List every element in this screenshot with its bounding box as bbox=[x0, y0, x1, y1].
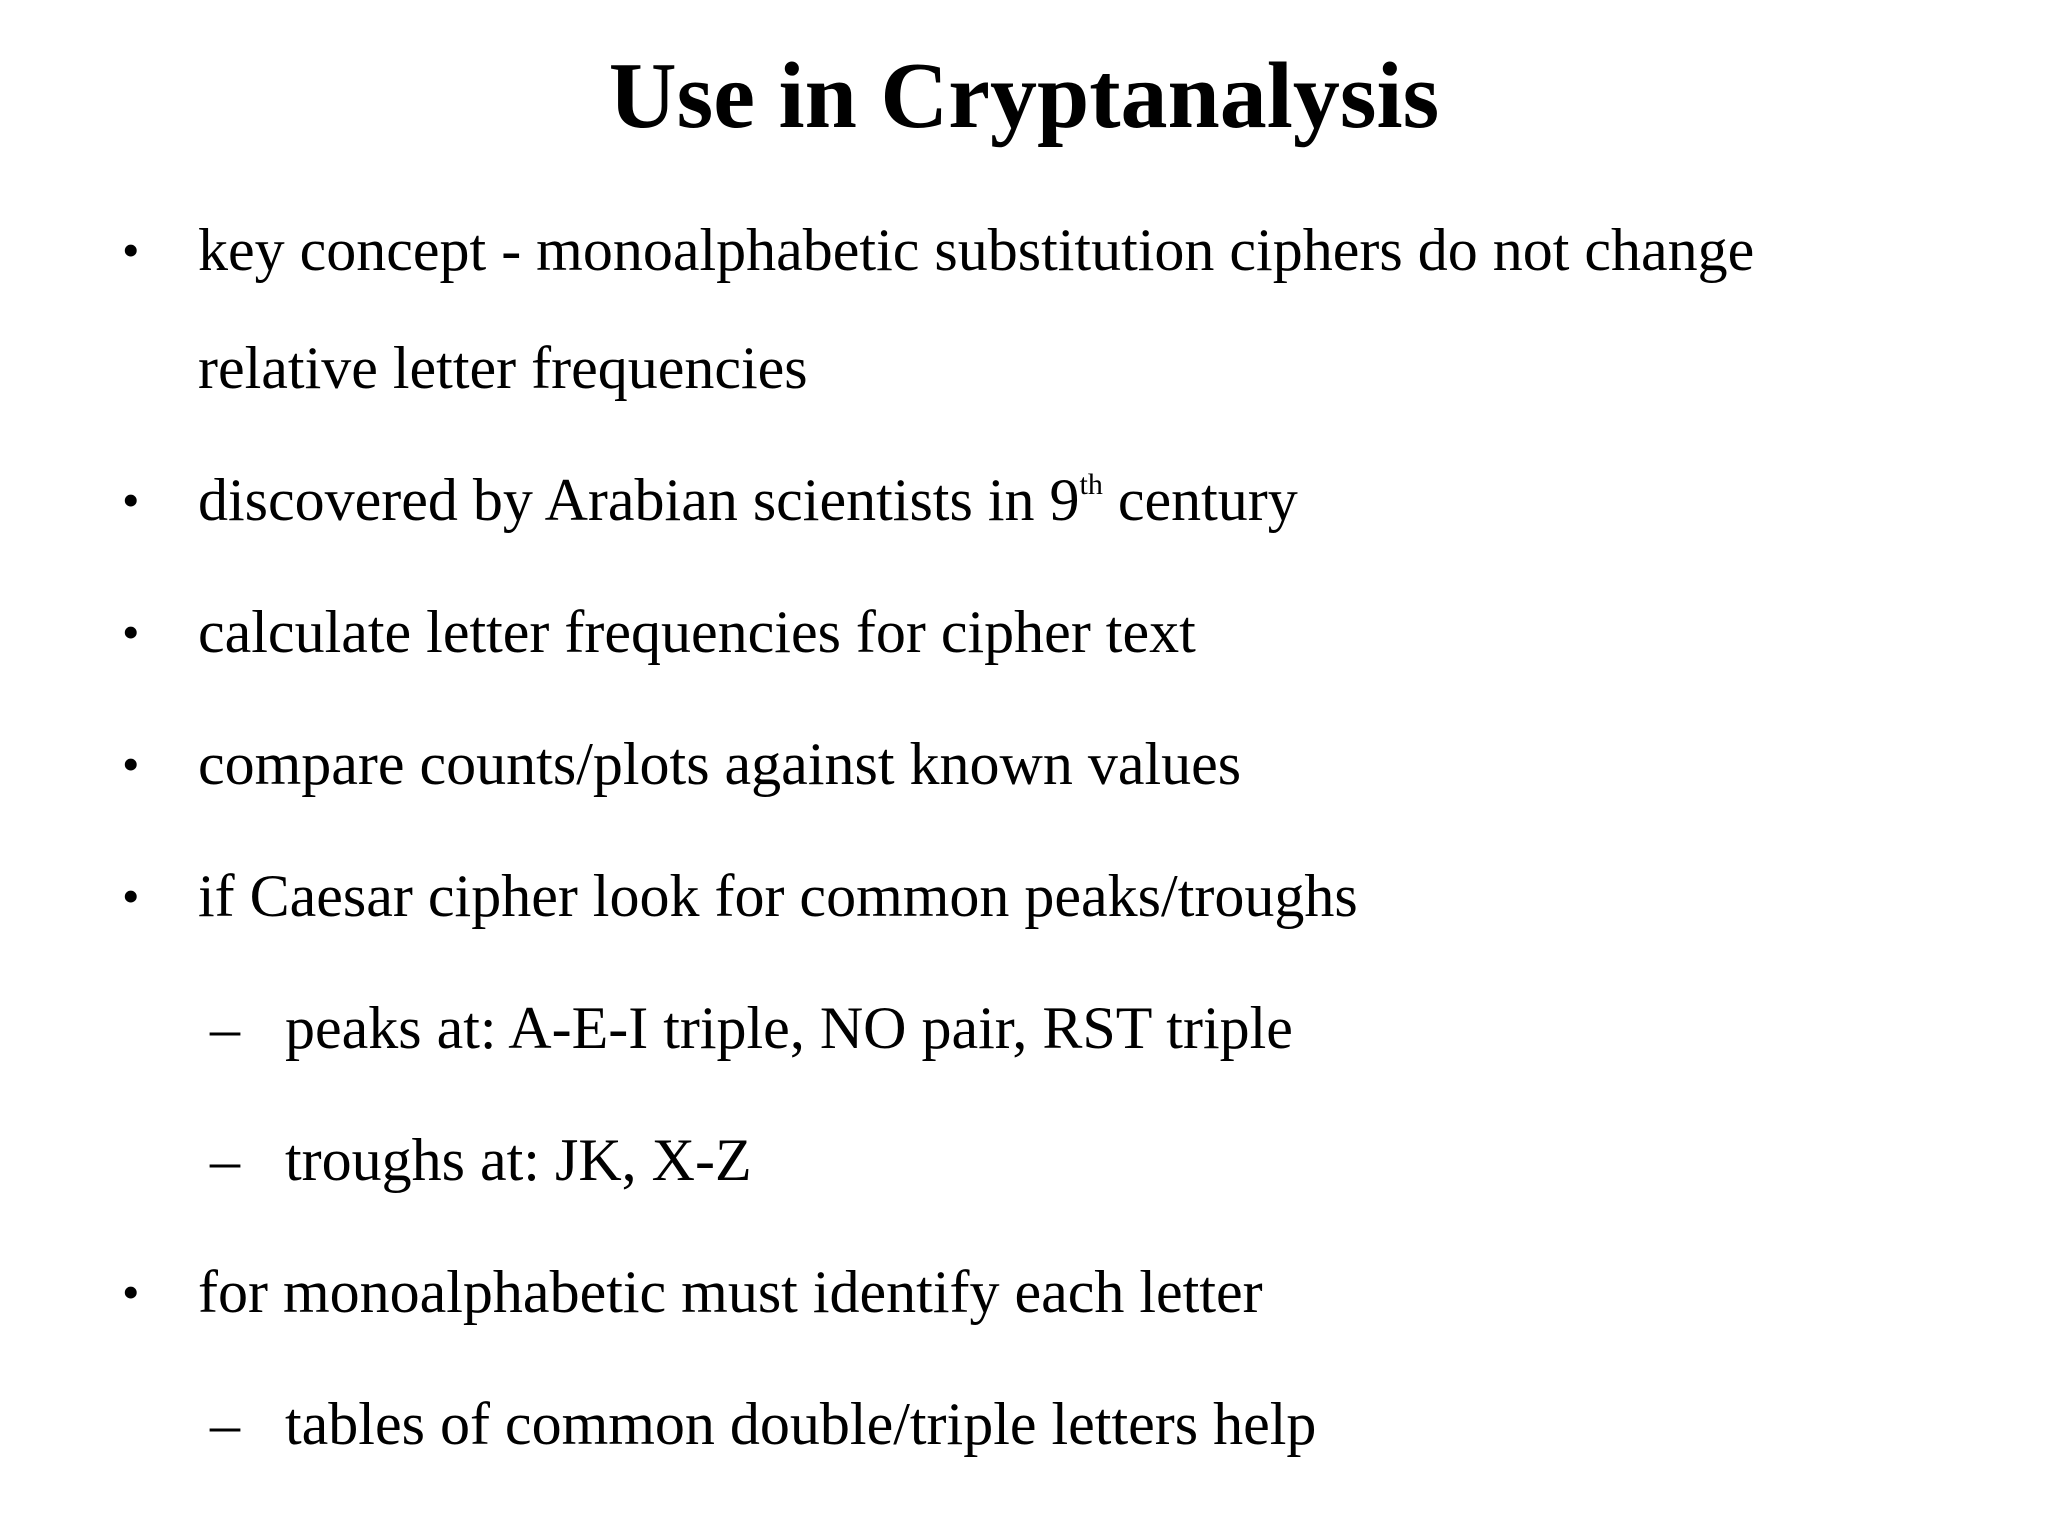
bullet-text: compare counts/plots against known values bbox=[198, 731, 1242, 797]
bullet-text bbox=[198, 460, 1298, 540]
superscript: th bbox=[1079, 468, 1103, 501]
bullet-item-3 bbox=[0, 592, 2048, 672]
sub-item-text: tables of common double/triple letters help bbox=[285, 1391, 1317, 1457]
sub-item-6-1 bbox=[0, 1384, 2048, 1464]
slide-title: Use in Cryptanalysis bbox=[608, 44, 1440, 148]
bullet-item-1 bbox=[0, 210, 2048, 290]
dash-marker: – bbox=[210, 1391, 240, 1457]
sub-item-text: troughs at: JK, X-Z bbox=[285, 1127, 752, 1193]
bullet-marker: • bbox=[122, 604, 140, 660]
bullet-item-5 bbox=[0, 856, 2048, 936]
bullet-item-1-continuation bbox=[0, 328, 2048, 408]
bullet-text: calculate letter frequencies for cipher text bbox=[198, 599, 1196, 665]
bullet-marker: • bbox=[122, 868, 140, 924]
sub-item-5-1 bbox=[0, 988, 2048, 1068]
bullet-marker: • bbox=[122, 1264, 140, 1320]
dash-marker: – bbox=[210, 1127, 240, 1193]
sub-item-text: peaks at: A-E-I triple, NO pair, RST triple bbox=[285, 995, 1293, 1061]
bullet-item-6 bbox=[0, 1252, 2048, 1332]
bullet-text: if Caesar cipher look for common peaks/troughs bbox=[198, 863, 1358, 929]
dash-marker: – bbox=[210, 995, 240, 1061]
bullet-text: for monoalphabetic must identify each letter bbox=[198, 1259, 1263, 1325]
bullet-text-before: discovered by Arabian scientists in 9 bbox=[198, 467, 1080, 533]
bullet-item-2 bbox=[0, 460, 2048, 540]
bullet-text-line1: key concept - monoalphabetic substitution ciphers do not change bbox=[198, 217, 1755, 283]
bullet-marker: • bbox=[122, 222, 140, 278]
bullet-text-line2: relative letter frequencies bbox=[198, 335, 808, 401]
sub-item-5-2 bbox=[0, 1120, 2048, 1200]
bullet-marker: • bbox=[122, 736, 140, 792]
bullet-text-after: century bbox=[1102, 467, 1298, 533]
bullet-marker: • bbox=[122, 472, 140, 528]
bullet-item-4 bbox=[0, 724, 2048, 804]
